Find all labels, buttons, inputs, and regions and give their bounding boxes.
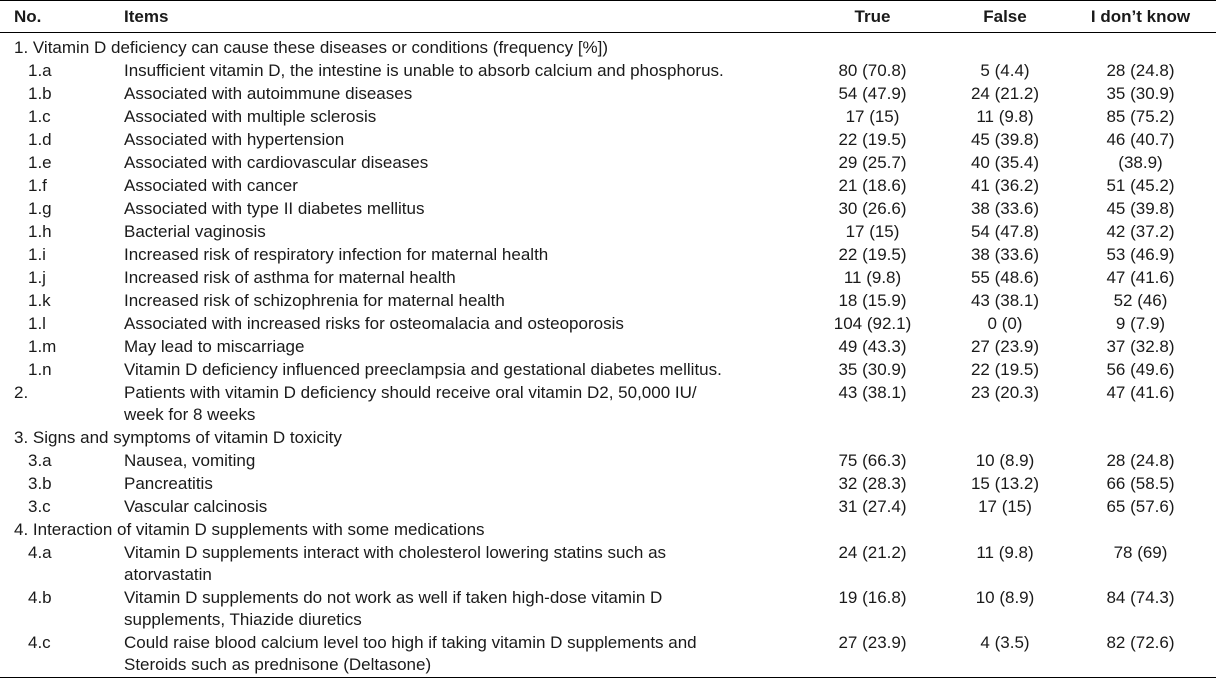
cell-false: 10 (8.9) [975,451,1035,470]
row-number: 1.i [28,245,46,264]
cell-true: 22 (19.5) [838,130,907,149]
row-item: Associated with hypertension [124,130,345,149]
cell-dont-know: 82 (72.6) [1106,633,1175,652]
row-item: Vitamin D deficiency influenced preeclampsia and gestational diabetes mellitus. [124,360,722,379]
row-number: 1.f [28,176,47,195]
cell-dont-know: 35 (30.9) [1106,84,1175,103]
row-item-line-2: atorvastatin [124,565,212,584]
row-number: 4.a [28,543,52,562]
cell-dont-know: 45 (39.8) [1106,199,1175,218]
table-row [0,83,1216,106]
cell-true: 104 (92.1) [833,314,912,333]
header-items: Items [124,6,169,26]
cell-false: 17 (15) [978,497,1032,516]
cell-dont-know: 47 (41.6) [1106,383,1175,402]
cell-true: 32 (28.3) [838,474,907,493]
cell-false: 5 (4.4) [980,61,1030,80]
cell-dont-know: 66 (58.5) [1106,474,1175,493]
cell-false: 43 (38.1) [970,291,1040,310]
cell-dont-know: 9 (7.9) [1115,314,1166,333]
row-item-line-1: Vitamin D supplements do not work as well if taken high-dose vitamin D [124,588,663,607]
cell-true: 31 (27.4) [838,497,907,516]
row-number: 1.a [28,61,52,80]
row-item: Associated with cancer [124,176,298,195]
cell-true: 21 (18.6) [838,176,907,195]
cell-true: 17 (15) [845,222,900,241]
row-item-line-2: week for 8 weeks [124,405,256,424]
row-number: 1.d [28,130,52,149]
row-number: 3.a [28,451,52,470]
cell-dont-know: 51 (45.2) [1106,176,1175,195]
row-item: Associated with increased risks for osteomalacia and osteoporosis [124,314,624,333]
table-row [0,198,1216,221]
cell-dont-know: 28 (24.8) [1106,451,1175,470]
table-row [0,632,1216,677]
row-number: 1.c [28,107,51,126]
table-row [0,542,1216,587]
cell-dont-know: 78 (69) [1113,543,1168,562]
row-item: Increased risk of respiratory infection for maternal health [124,245,549,264]
header-no: No. [14,6,42,26]
table-row [0,175,1216,198]
row-item: Associated with cardiovascular diseases [124,153,429,172]
table-row [0,290,1216,313]
cell-true: 27 (23.9) [838,633,907,652]
row-item-line-1: Patients with vitamin D deficiency should receive oral vitamin D2, 50,000 IU/ [124,383,697,402]
cell-dont-know: 85 (75.2) [1106,107,1175,126]
cell-dont-know: 84 (74.3) [1106,588,1175,607]
table-row [0,129,1216,152]
cell-false: 11 (9.8) [976,543,1034,562]
row-item-line-1: Could raise blood calcium level too high if taking vitamin D supplements and [124,633,697,652]
cell-false: 38 (33.6) [970,245,1040,264]
row-item-line-2: Steroids such as prednisone (Deltasone) [124,655,432,674]
cell-false: 15 (13.2) [970,474,1040,493]
table-row [0,587,1216,632]
header-true: True [854,6,891,26]
row-item: Increased risk of schizophrenia for maternal health [124,291,505,310]
cell-dont-know: 53 (46.9) [1106,245,1175,264]
cell-true: 49 (43.3) [838,337,907,356]
cell-dont-know: 42 (37.2) [1106,222,1175,241]
cell-false: 22 (19.5) [970,360,1040,379]
table-row [0,336,1216,359]
cell-dont-know: 65 (57.6) [1106,497,1175,516]
row-item [124,542,800,586]
cell-false: 54 (47.8) [970,222,1040,241]
cell-true: 24 (21.2) [838,543,907,562]
row-item [124,382,800,426]
table-row [0,473,1216,496]
table-row [0,496,1216,519]
cell-true: 11 (9.8) [843,268,902,287]
cell-true: 30 (26.6) [838,199,907,218]
cell-false: 4 (3.5) [980,633,1030,652]
row-item: Associated with multiple sclerosis [124,107,377,126]
cell-dont-know: 56 (49.6) [1106,360,1175,379]
cell-dont-know: 28 (24.8) [1106,61,1175,80]
row-item: Associated with type II diabetes mellitus [124,199,425,218]
cell-dont-know: 46 (40.7) [1106,130,1175,149]
row-number: 1.l [28,314,46,333]
row-number: 4.b [28,588,52,607]
cell-dont-know: 47 (41.6) [1106,268,1175,287]
cell-dont-know: 37 (32.8) [1106,337,1175,356]
row-item: Nausea, vomiting [124,451,256,470]
cell-false: 0 (0) [987,314,1023,333]
cell-true: 18 (15.9) [838,291,907,310]
table-row [0,359,1216,382]
table-row [0,382,1216,427]
header-dont-know: I don’t know [1090,6,1191,26]
row-item [124,632,800,676]
cell-true: 54 (47.9) [838,84,907,103]
cell-true: 43 (38.1) [838,383,907,402]
cell-dont-know: 52 (46) [1113,291,1168,310]
row-item: Insufficient vitamin D, the intestine is unable to absorb calcium and phosphorus. [124,61,724,80]
row-number: 3.b [28,474,52,493]
cell-true: 80 (70.8) [838,61,907,80]
row-item: Bacterial vaginosis [124,222,266,241]
table-header [0,1,1216,33]
row-number: 1.b [28,84,52,103]
section-heading: 4. Interaction of vitamin D supplements with some medications [14,520,485,539]
table-row [0,152,1216,175]
row-item: Associated with autoimmune diseases [124,84,413,103]
cell-true: 19 (16.8) [838,588,907,607]
table-row [0,450,1216,473]
cell-true: 17 (15) [845,107,900,126]
row-item-line-1: Vitamin D supplements interact with cholesterol lowering statins such as [124,543,667,562]
row-number: 3.c [28,497,51,516]
row-number: 1.m [28,337,57,356]
cell-true: 75 (66.3) [838,451,907,470]
cell-false: 11 (9.8) [976,107,1034,126]
row-number: 4.c [28,633,51,652]
row-number: 2. [14,383,29,402]
cell-true: 35 (30.9) [838,360,907,379]
row-item: Increased risk of asthma for maternal health [124,268,456,287]
cell-false: 41 (36.2) [970,176,1040,195]
row-item: May lead to miscarriage [124,337,305,356]
cell-false: 55 (48.6) [970,268,1040,287]
row-item [124,587,800,631]
cell-true: 29 (25.7) [838,153,907,172]
row-item-line-2: supplements, Thiazide diuretics [124,610,362,629]
row-number: 1.j [28,268,46,287]
section-heading: 1. Vitamin D deficiency can cause these diseases or conditions (frequency [%]) [14,38,609,57]
row-item: Pancreatitis [124,474,213,493]
table-row [0,106,1216,129]
row-number: 1.h [28,222,52,241]
table-row [0,313,1216,336]
table-row [0,244,1216,267]
row-number: 1.k [28,291,51,310]
table-row [0,60,1216,83]
table-row [0,267,1216,290]
table-row [0,221,1216,244]
row-item: Vascular calcinosis [124,497,268,516]
cell-false: 10 (8.9) [975,588,1035,607]
cell-false: 24 (21.2) [970,84,1040,103]
cell-false: 27 (23.9) [970,337,1040,356]
section-heading: 3. Signs and symptoms of vitamin D toxicity [14,428,342,447]
table-body [0,33,1216,677]
row-number: 1.e [28,153,52,172]
cell-false: 38 (33.6) [970,199,1040,218]
cell-false: 40 (35.4) [970,153,1040,172]
cell-dont-know: (38.9) [1118,153,1163,172]
header-false: False [983,6,1027,26]
row-number: 1.n [28,360,52,379]
cell-false: 23 (20.3) [970,383,1040,402]
row-number: 1.g [28,199,52,218]
cell-false: 45 (39.8) [970,130,1040,149]
cell-true: 22 (19.5) [838,245,907,264]
